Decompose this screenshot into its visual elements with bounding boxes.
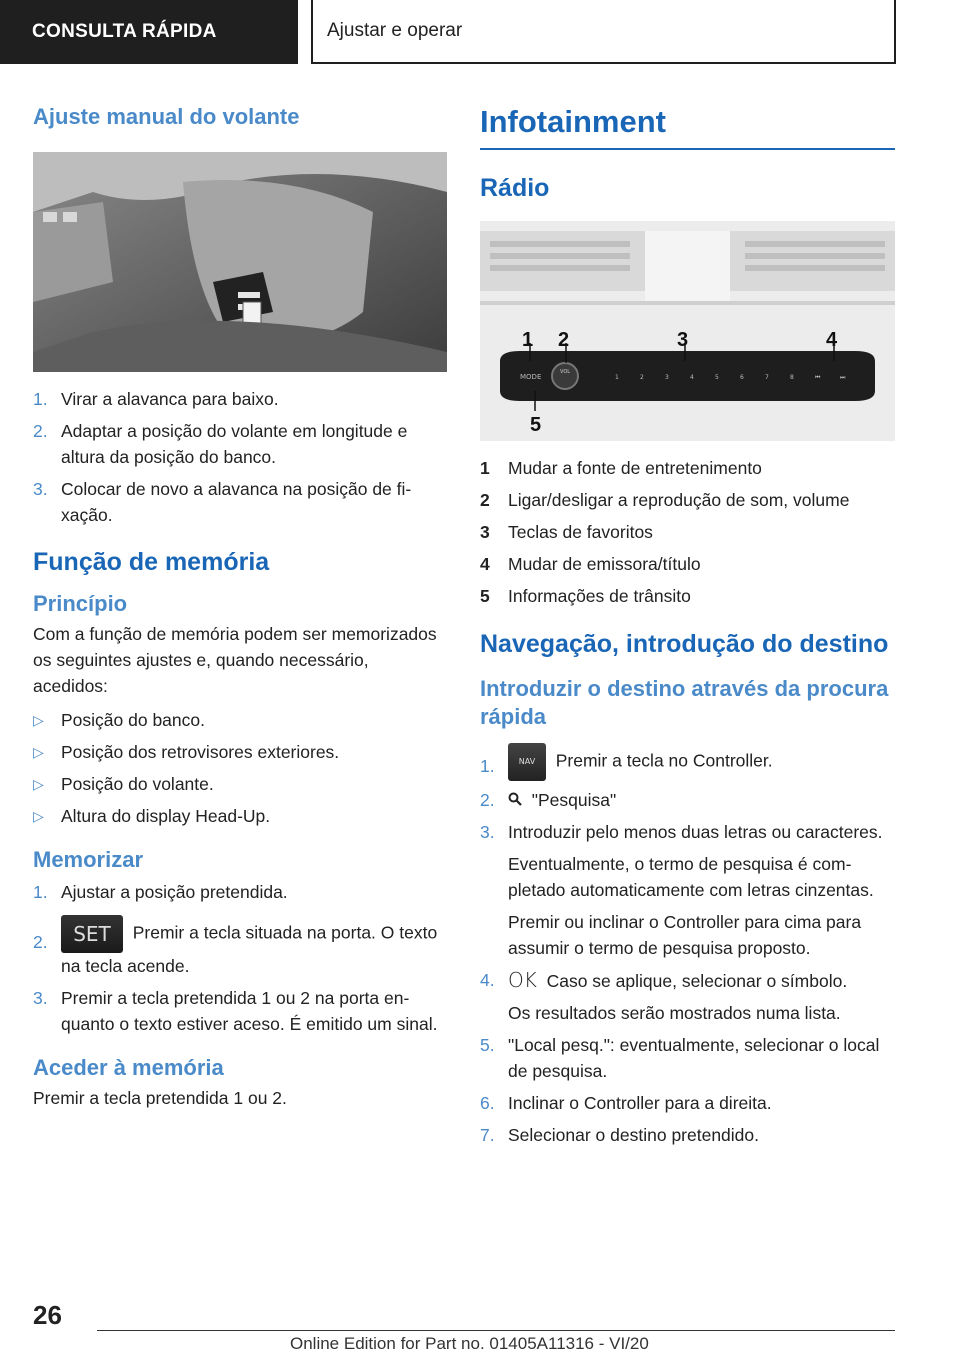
right-column [480,100,895,1154]
steering-steps [33,386,447,528]
principle-list [33,707,447,829]
quick-search-title: Introduzir o destino através da procura rápida [480,676,889,729]
triangle-bullet-icon: ▷ [33,744,44,760]
list-item: 2. "Pesquisa" [480,787,895,813]
principle-title: Princípio [33,591,128,616]
list-item: 3. Colocar de novo a alavanca na posição de fixação. [33,479,412,525]
radio-image [480,221,895,441]
steering-title: Ajuste manual do volante [33,104,300,129]
list-item: 7. Selecionar o destino pretendido. [480,1125,760,1145]
prev-track-icon: ⏮ [815,374,821,381]
callout-1: 1 [522,329,534,351]
nav-button-icon: NAV [508,743,546,781]
list-item: 4. OK Caso se aplique, selecionar o símbolo. Os resultados serão mostrados numa lista. [480,968,848,1023]
next-track-icon: ⏭ [840,374,846,381]
legend-item: 4 Mudar de emissora/título [480,554,701,574]
legend-item: 3 Teclas de favoritos [480,522,653,542]
mode-label: MODE [520,373,542,381]
nav-steps [480,743,895,1148]
principle-text: Com a função de memória podem ser memorizados os seguintes ajustes e, quando necessário, acedidos: [33,624,437,696]
list-item: ▷ Posição dos retrovisores exteriores. [33,739,447,765]
callout-3: 3 [677,329,689,351]
footer-divider [97,1330,895,1331]
callout-5: 5 [530,414,542,436]
list-item: ▷ Altura do display Head-Up. [33,803,447,829]
radio-panel-illustration [480,221,895,441]
search-icon [508,787,522,813]
set-button-icon: SET [61,915,123,953]
list-item: 1. Ajustar a posição pretendida. [33,882,288,902]
legend-item: 1 Mudar a fonte de entretenimento [480,458,762,478]
access-text: Premir a tecla pretendida 1 ou 2. [33,1088,287,1108]
list-item: 1. Virar a alavanca para baixo. [33,389,279,409]
triangle-bullet-icon: ▷ [33,712,44,728]
callout-4: 4 [826,329,838,351]
steering-column-illustration [33,152,447,372]
preset-button-label: 3 [665,374,669,381]
store-title: Memorizar [33,847,144,872]
triangle-bullet-icon: ▷ [33,776,44,792]
preset-button-label: 5 [715,374,719,381]
preset-button-label: 8 [790,374,794,381]
preset-button-label: 4 [690,374,694,381]
page-number: 26 [33,1300,62,1330]
vol-label: VOL [560,369,571,375]
list-item: 2. Adaptar a posição do volante em longitude e altura da posição do banco. [33,421,408,467]
list-item: 3. Premir a tecla pretendida 1 ou 2 na porta enquanto o texto estiver aceso. É emitido um sinal. [33,988,438,1034]
callout-2: 2 [558,329,570,351]
memory-title: Função de memória [33,548,270,576]
radio-legend [480,455,895,609]
access-title: Aceder à memória [33,1055,224,1080]
radio-title: Rádio [480,174,550,202]
store-steps [33,879,447,1037]
section-tab[interactable]: CONSULTA RÁPIDA [0,0,298,64]
preset-button-label: 1 [615,374,619,381]
edition-text: Online Edition for Part no. 01405A11316 - VI/20 [290,1334,649,1353]
title-divider [480,148,895,150]
preset-button-label: 7 [765,374,769,381]
infotainment-title: Infotainment [480,104,666,139]
list-item: ▷ Posição do volante. [33,771,447,797]
chapter-tab[interactable]: Ajustar e operar [311,0,896,64]
list-item: 6. Inclinar o Controller para a direita. [480,1093,772,1113]
list-item: 1. NAV Premir a tecla no Controller. [480,743,895,781]
steering-image [33,152,447,372]
ok-icon: OK [508,968,537,992]
nav-title: Navegação, introdução do destino [480,630,889,658]
list-item: ▷ Posição do banco. [33,707,447,733]
list-item: 2. SET Premir a tecla situada na porta. O texto na tecla acende. [33,915,447,979]
list-item: 3. Introduzir pelo menos duas letras ou caracteres. Eventualmente, o termo de pesquisa é completado automaticamente com letras cinzentas. Premir ou inclinar o Controller para cima para assumir o termo de pesquisa proposto. [480,822,883,958]
legend-item: 5 Informações de trânsito [480,586,691,606]
list-item: 5. "Local pesq.": eventualmente, selecionar o local de pesquisa. [480,1035,880,1081]
preset-button-label: 6 [740,374,744,381]
left-column [33,100,447,1111]
preset-button-label: 2 [640,374,644,381]
triangle-bullet-icon: ▷ [33,808,44,824]
legend-item: 2 Ligar/desligar a reprodução de som, volume [480,490,850,510]
header-bar [0,0,960,66]
